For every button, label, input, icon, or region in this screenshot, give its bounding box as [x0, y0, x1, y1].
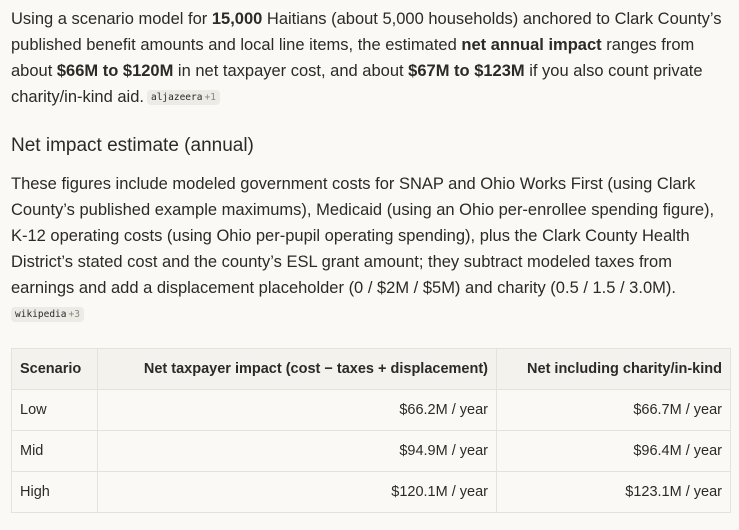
table-header-row [12, 349, 731, 390]
citation-chip-wikipedia[interactable] [11, 307, 84, 322]
intro-paragraph [11, 6, 731, 110]
cell-scenario: Low [12, 390, 98, 431]
citation-extra-count: +1 [204, 92, 216, 103]
column-header-net-taxpayer-impact: Net taxpayer impact (cost − taxes + displacement) [98, 349, 497, 390]
cell-net-taxpayer: $66.2M / year [98, 390, 497, 431]
citation-source: aljazeera [150, 92, 203, 103]
citation-chip-aljazeera[interactable] [147, 90, 220, 105]
column-header-net-including-charity: Net including charity/in-kind [497, 349, 731, 390]
intro-text-3: ranges from about [11, 36, 695, 80]
section-heading: Net impact estimate (annual) [11, 135, 254, 156]
cell-scenario: High [12, 472, 98, 513]
response-content [11, 6, 731, 320]
intro-bold-range-charity: $67M to $123M [408, 62, 525, 80]
intro-bold-range-taxpayer: $66M to $120M [56, 62, 174, 80]
table-row [12, 431, 731, 472]
cell-net-taxpayer: $120.1M / year [98, 472, 497, 513]
section-body-text: These figures include modeled government costs for SNAP and Ohio Works First (using Clark County’s published example maximums), Medicaid (using an Ohio per-enrollee spending figure), K-12 operating costs (using Ohio per-pupil operating spending), plus the Clark County Health District’s stated cost and the county’s ESL grant amount; they subtract modeled taxes from earnings and add a displacement placeholder (0 / $2M / $5M) and charity (0.5 / 1.5 / 3.0M). [11, 175, 715, 297]
cell-net-charity: $123.1M / year [497, 472, 731, 513]
section-paragraph [11, 171, 731, 327]
cell-net-taxpayer: $94.9M / year [98, 431, 497, 472]
intro-bold-count: 15,000 [211, 10, 263, 28]
intro-text-1: Using a scenario model for [11, 10, 212, 28]
intro-bold-net-annual-impact: net annual impact [461, 36, 602, 54]
intro-text-5: if you also count private charity/in-kind aid. [11, 62, 703, 106]
impact-table [11, 348, 731, 513]
impact-table-container [11, 348, 731, 513]
citation-source: wikipedia [15, 309, 67, 320]
cell-net-charity: $66.7M / year [497, 390, 731, 431]
intro-text-2: Haitians (about 5,000 households) anchored to Clark County’s published benefit amounts and local line items, the estimated [11, 10, 722, 54]
table-row [12, 472, 731, 513]
column-header-scenario: Scenario [12, 349, 98, 390]
intro-text-4: in net taxpayer cost, and about [173, 62, 409, 80]
cell-scenario: Mid [12, 431, 98, 472]
cell-net-charity: $96.4M / year [497, 431, 731, 472]
table-row [12, 390, 731, 431]
citation-extra-count: +3 [68, 309, 80, 320]
